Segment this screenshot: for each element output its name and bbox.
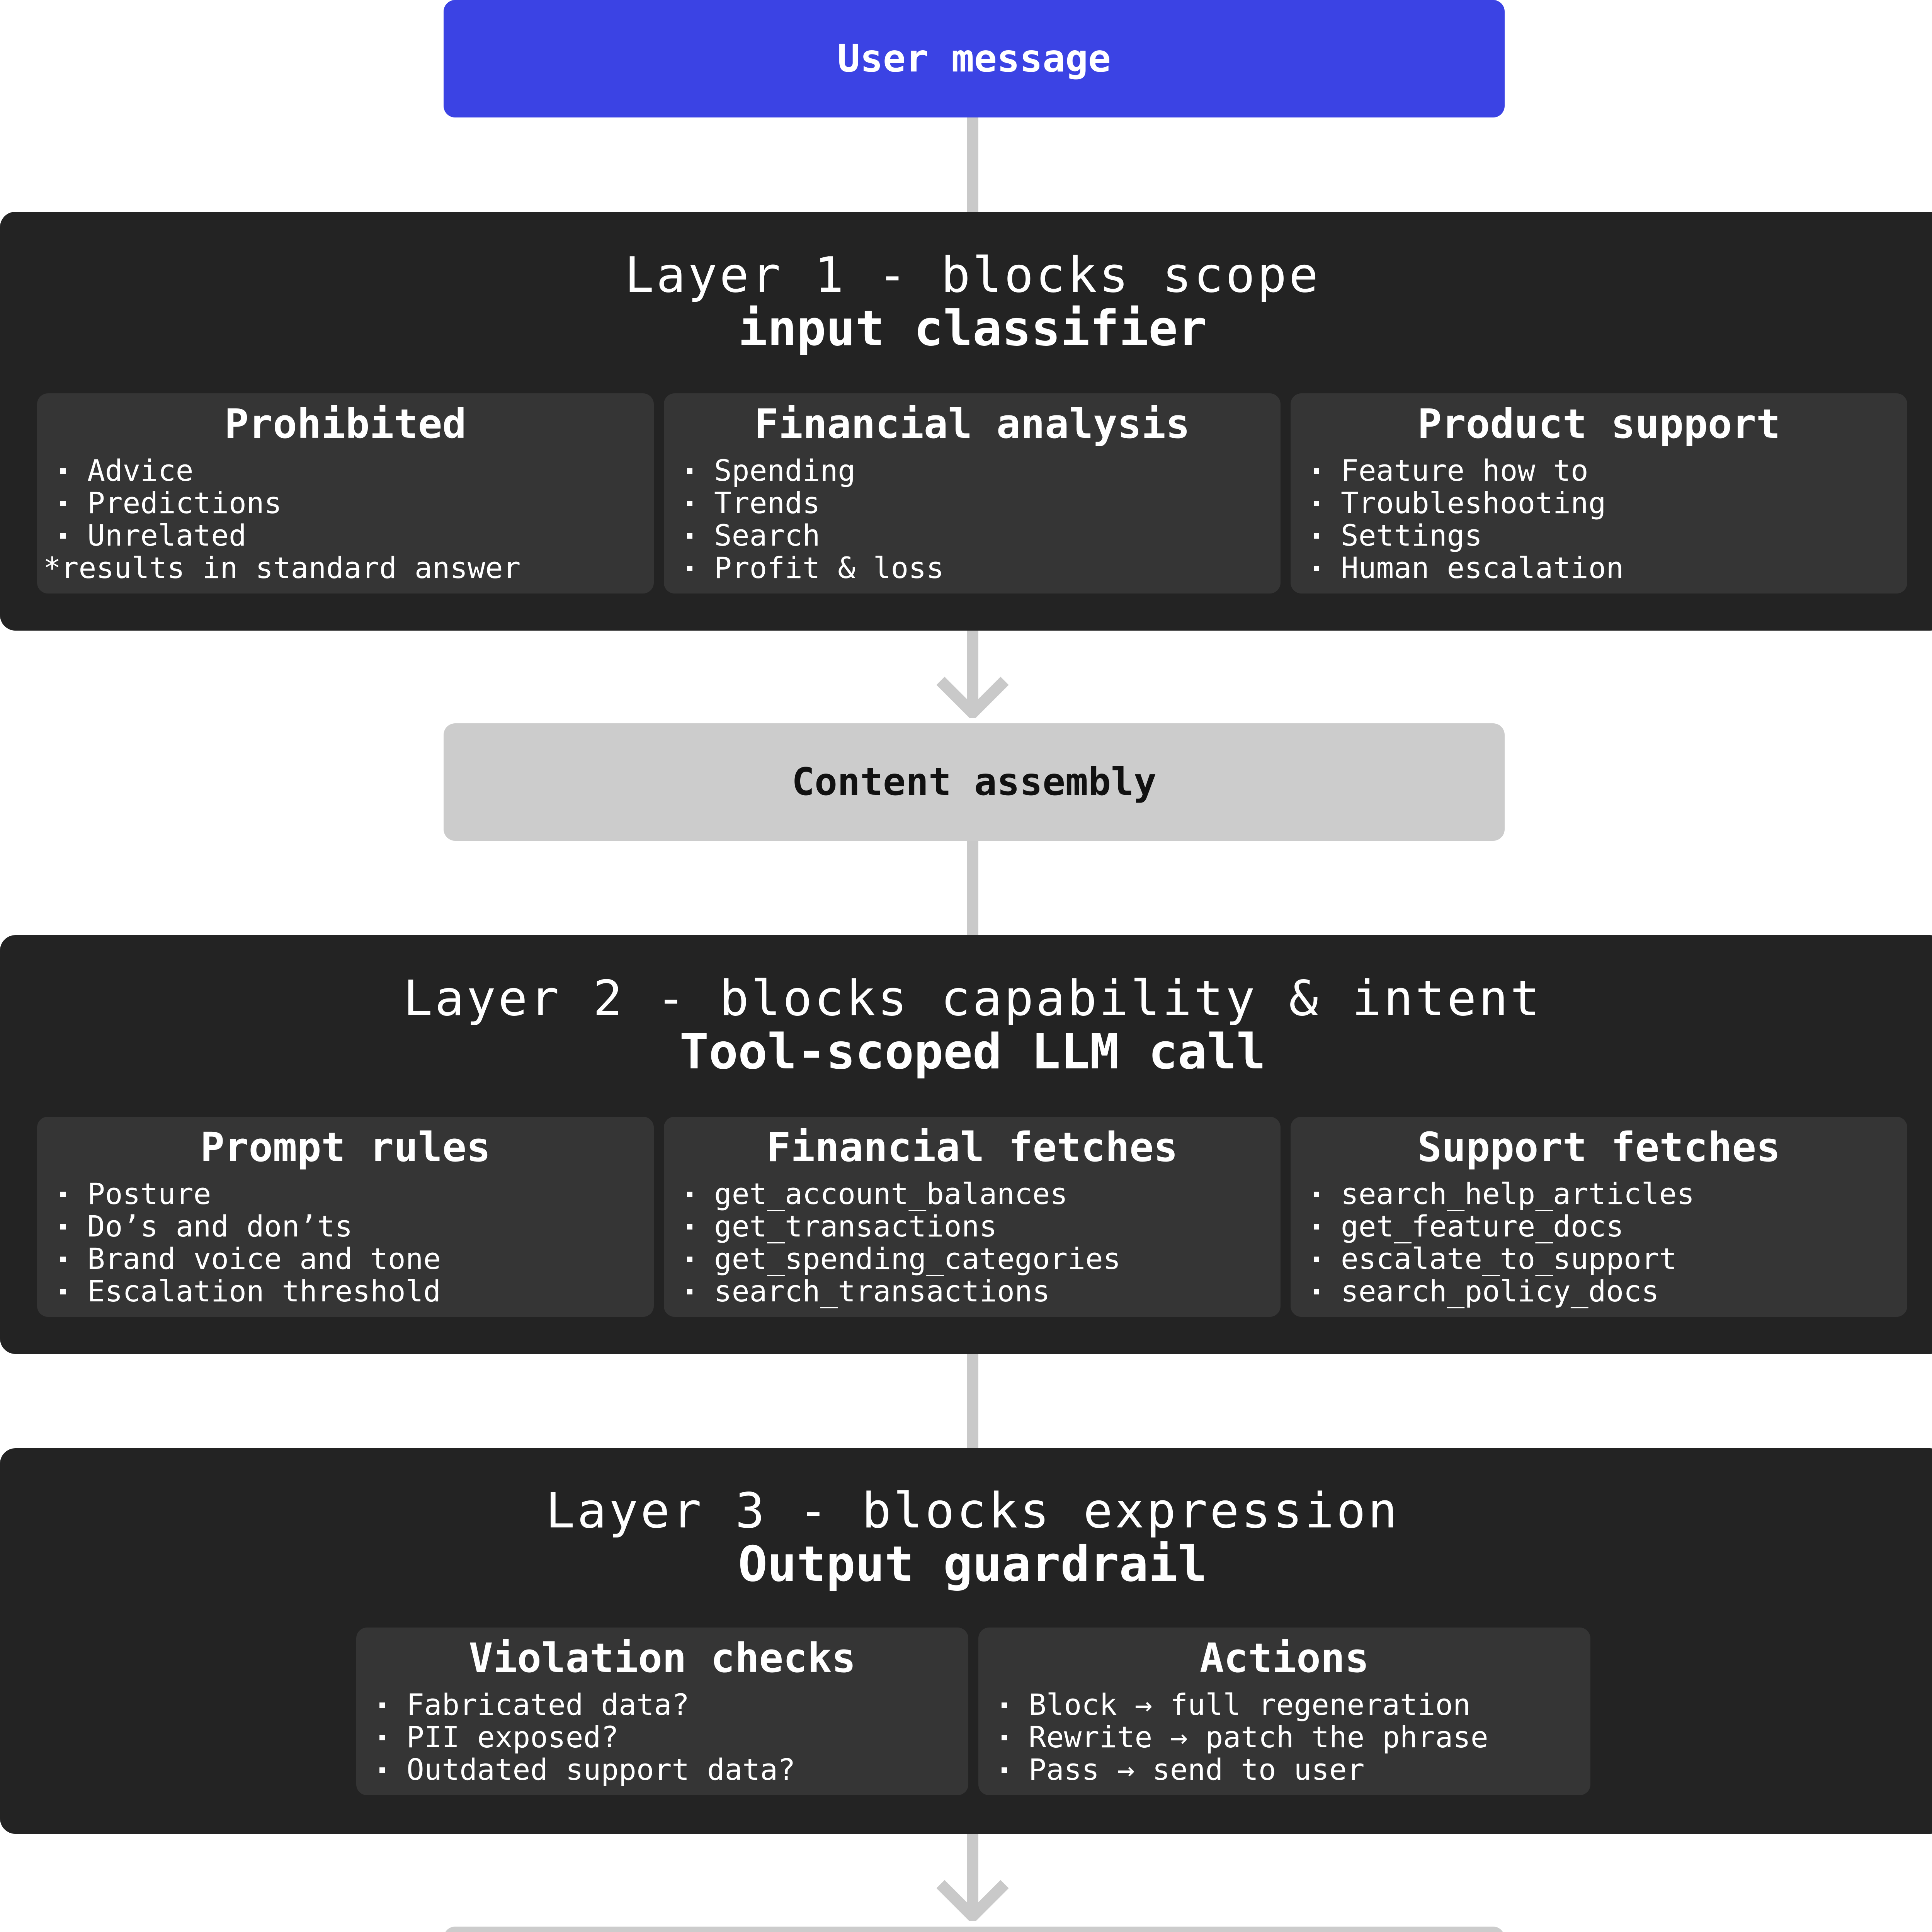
list-item: Escalation threshold	[60, 1275, 642, 1308]
content-assembly-label: Content assembly	[791, 760, 1156, 804]
list-item: Spending	[687, 454, 1269, 487]
card-list	[60, 454, 642, 552]
layer-1-subtitle: input classifier	[738, 300, 1207, 357]
card-title: Actions	[1199, 1634, 1369, 1682]
card-violation-checks	[356, 1628, 968, 1795]
card-title: Violation checks	[469, 1634, 856, 1682]
list-item: Human escalation	[1314, 552, 1896, 584]
content-assembly-node	[444, 723, 1505, 841]
list-item: search_policy_docs	[1314, 1275, 1896, 1308]
connector-line	[967, 841, 978, 935]
list-item: Troubleshooting	[1314, 487, 1896, 519]
card-list	[1314, 454, 1896, 584]
list-item: Trends	[687, 487, 1269, 519]
card-title: Support fetches	[1417, 1124, 1781, 1171]
layer-3-title: Layer 3 - blocks expression	[545, 1482, 1400, 1539]
layer-2-title: Layer 2 - blocks capability & intent	[403, 970, 1542, 1027]
list-item: Unrelated	[60, 519, 642, 552]
connector-line	[967, 117, 978, 212]
connector-line	[967, 1354, 978, 1448]
list-item: Outdated support data?	[379, 1753, 957, 1786]
card-title: Financial fetches	[766, 1124, 1178, 1171]
user-message-label: User message	[837, 37, 1111, 81]
card-title: Prompt rules	[200, 1124, 491, 1171]
list-item: Brand voice and tone	[60, 1243, 642, 1275]
card-product-support	[1291, 393, 1907, 594]
list-item: Profit & loss	[687, 552, 1269, 584]
list-item: PII exposed?	[379, 1721, 957, 1753]
card-financial-fetches	[664, 1117, 1281, 1317]
list-item: Rewrite → patch the phrase	[1002, 1721, 1579, 1753]
list-item: Settings	[1314, 519, 1896, 552]
list-item: Do’s and don’ts	[60, 1210, 642, 1243]
list-item: get_feature_docs	[1314, 1210, 1896, 1243]
down-arrow-icon	[937, 631, 1009, 718]
footnote: *results in standard answer	[43, 551, 521, 585]
layer-2-panel	[0, 935, 1932, 1354]
layer-1-panel	[0, 212, 1932, 631]
card-title: Financial analysis	[754, 400, 1190, 447]
card-list	[379, 1689, 957, 1786]
card-prompt-rules	[37, 1117, 654, 1317]
list-item: Feature how to	[1314, 454, 1896, 487]
list-item: Fabricated data?	[379, 1689, 957, 1721]
layer-1-title: Layer 1 - blocks scope	[624, 247, 1321, 303]
card-title: Product support	[1417, 400, 1781, 447]
card-financial-analysis	[664, 393, 1281, 594]
layer-2-subtitle: Tool-scoped LLM call	[679, 1023, 1266, 1080]
list-item: Pass → send to user	[1002, 1753, 1579, 1786]
list-item: search_transactions	[687, 1275, 1269, 1308]
card-list	[1314, 1178, 1896, 1308]
list-item: search_help_articles	[1314, 1178, 1896, 1210]
list-item: Advice	[60, 454, 642, 487]
card-list	[687, 1178, 1269, 1308]
list-item: Search	[687, 519, 1269, 552]
layer-3-panel	[0, 1448, 1932, 1834]
list-item: get_account_balances	[687, 1178, 1269, 1210]
card-title: Prohibited	[224, 400, 467, 447]
layer-3-subtitle: Output guardrail	[738, 1536, 1207, 1592]
card-list	[1002, 1689, 1579, 1786]
user-message-node	[444, 0, 1505, 117]
card-prohibited	[37, 393, 654, 594]
card-actions	[978, 1628, 1590, 1795]
list-item: get_spending_categories	[687, 1243, 1269, 1275]
list-item: get_transactions	[687, 1210, 1269, 1243]
list-item: Block → full regeneration	[1002, 1689, 1579, 1721]
card-support-fetches	[1291, 1117, 1907, 1317]
card-list	[687, 454, 1269, 584]
card-list	[60, 1178, 642, 1308]
response-parser-node	[444, 1927, 1505, 1932]
list-item: escalate_to_support	[1314, 1243, 1896, 1275]
list-item: Posture	[60, 1178, 642, 1210]
down-arrow-icon	[937, 1834, 1009, 1921]
list-item: Predictions	[60, 487, 642, 519]
